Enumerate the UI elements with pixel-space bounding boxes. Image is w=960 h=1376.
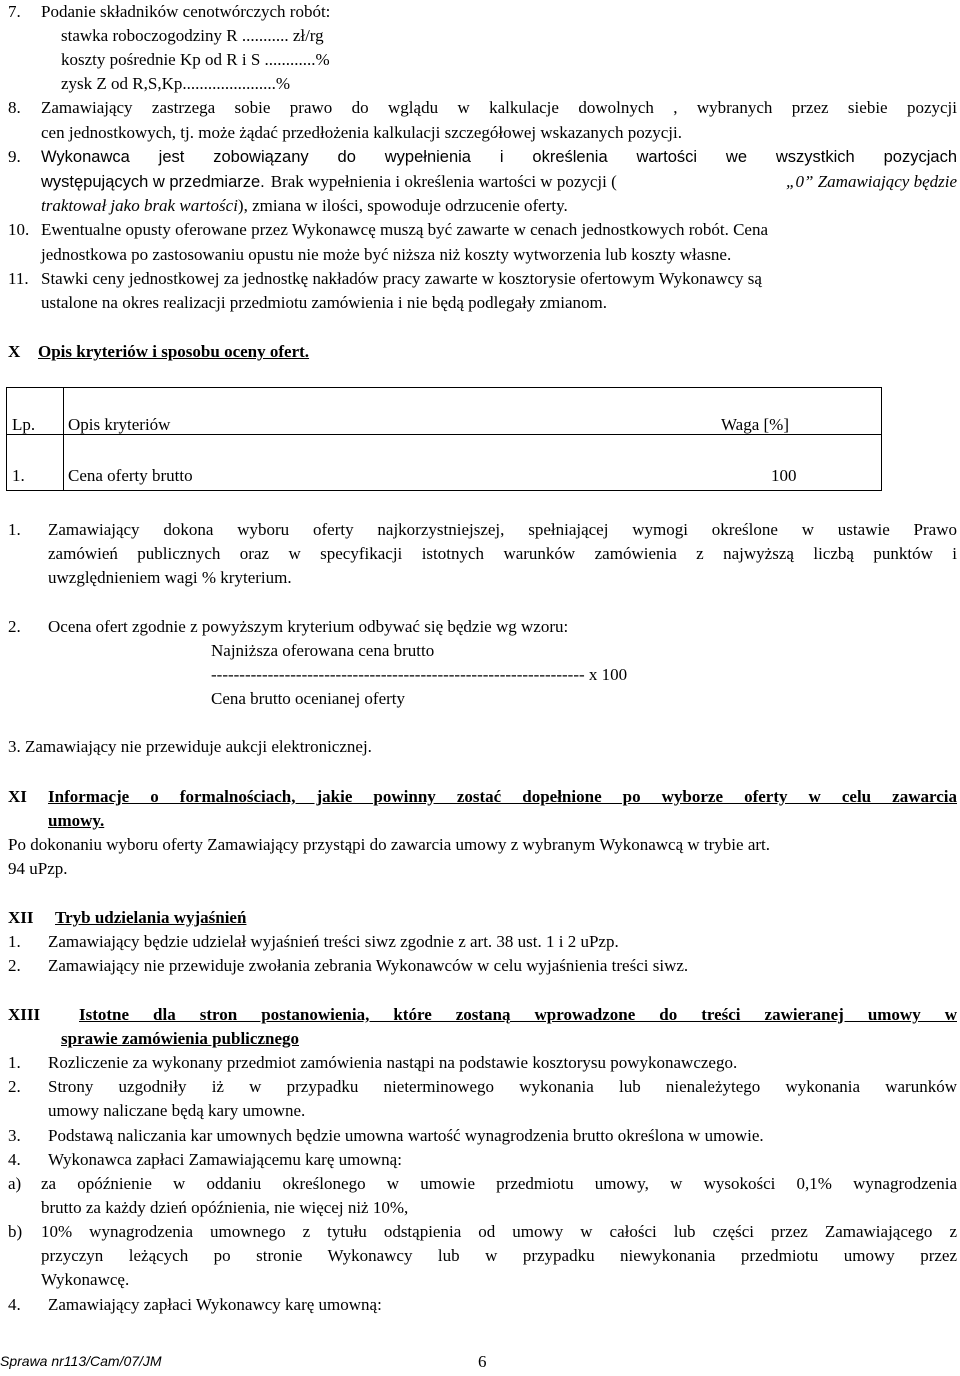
item-11-line-1: Stawki ceny jednostkowej za jednostkę nakładów pracy zawarte w kosztorysie ofertowym Wykonawcy są bbox=[41, 269, 762, 288]
section-xiii-item-4-number: 4. bbox=[8, 1150, 21, 1169]
footer-case-number: Sprawa nr113/Cam/07/JM bbox=[0, 1353, 162, 1369]
section-x-number: X bbox=[8, 342, 21, 361]
criteria-2-line-1: Ocena ofert zgodnie z powyższym kryterium odbywać się będzie wg wzoru: bbox=[48, 617, 569, 636]
item-9-line-1: Wykonawca jest zobowiązany do wypełnienia i określenia wartości we wszystkich pozycjach bbox=[41, 148, 957, 166]
section-xiii-item-1: Rozliczenie za wykonany przedmiot zamówienia nastąpi na podstawie kosztorysu powykonawczego. bbox=[48, 1053, 738, 1072]
formula-numerator: Najniższa oferowana cena brutto bbox=[211, 641, 435, 660]
section-xiii-item-3: Podstawą naliczania kar umownych będzie umowna wartość wynagrodzenia brutto określona w umowie. bbox=[48, 1126, 764, 1145]
item-8-number: 8. bbox=[8, 98, 21, 117]
section-xiii-item-b-line-2: przyczyn leżących po stronie Wykonawcy lub w przypadku niewykonania przedmiotu umowy przez bbox=[41, 1246, 957, 1265]
section-xiii-item-b-number: b) bbox=[8, 1222, 23, 1241]
formula-denominator: Cena brutto ocenianej oferty bbox=[211, 689, 406, 708]
section-xii-number: XII bbox=[8, 908, 34, 927]
item-9-number: 9. bbox=[8, 147, 21, 166]
table-cell-lp: 1. bbox=[12, 466, 25, 485]
section-xiii-item-a-line-1: za opóźnienie w oddaniu określonego w umowie przedmiotu umowy, w wysokości 0,1% wynagrodzenia bbox=[41, 1174, 957, 1193]
section-xiii-item-b-line-1: 10% wynagrodzenia umownego z tytułu odstąpienia od umowy w całości lub części przez Zamawiającego z bbox=[41, 1222, 957, 1241]
table-column-divider bbox=[63, 388, 64, 490]
criteria-3: 3. Zamawiający nie przewiduje aukcji elektronicznej. bbox=[8, 737, 372, 756]
section-xii-item-1-number: 1. bbox=[8, 932, 21, 951]
item-11-line-2: ustalone na okres realizacji przedmiotu zamówienia i nie będą podlegały zmianom. bbox=[41, 293, 607, 312]
section-x-title: Opis kryteriów i sposobu oceny ofert. bbox=[38, 342, 310, 361]
section-xiii-item-a-line-2: brutto za każdy dzień opóźnienia, nie więcej niż 10%, bbox=[41, 1198, 409, 1217]
criteria-1-line-1: Zamawiający dokona wyboru oferty najkorzystniejszej, spełniającej wymogi określone w ustawie Prawo bbox=[48, 520, 957, 539]
table-cell-weight: 100 bbox=[771, 466, 797, 485]
section-xiii-title-line-1: Istotne dla stron postanowienia, które zostaną wprowadzone do treści zawieranej umowy w bbox=[79, 1005, 957, 1024]
section-xiii-item-3-number: 3. bbox=[8, 1126, 21, 1145]
section-xii-title: Tryb udzielania wyjaśnień bbox=[55, 908, 247, 927]
item-9-line-3-b: ), zmiana w ilości, spowoduje odrzucenie oferty. bbox=[237, 196, 568, 215]
item-9-line-2-a: występujących w przedmiarze. bbox=[41, 173, 265, 191]
section-xiii-item-4b-number: 4. bbox=[8, 1295, 21, 1314]
table-header-criteria: Opis kryteriów bbox=[68, 415, 171, 434]
item-7-line-1: Podanie składników cenotwórczych robót: bbox=[41, 2, 331, 21]
criteria-1-number: 1. bbox=[8, 520, 21, 539]
formula-fraction-bar: ------------------------------------------------------------------ x 100 bbox=[211, 665, 628, 684]
table-header-weight: Waga [%] bbox=[721, 415, 790, 434]
item-7-line-2: stawka roboczogodziny R ........... zł/rg bbox=[61, 26, 324, 45]
criteria-1-line-2: zamówień publicznych oraz w specyfikacji istotnych warunków zamówienia z najwyższą liczbą punktów i bbox=[48, 544, 957, 563]
item-7-number: 7. bbox=[8, 2, 21, 21]
section-xiii-title-line-2: sprawie zamówienia publicznego bbox=[61, 1029, 299, 1048]
table-cell-criteria: Cena oferty brutto bbox=[68, 466, 193, 485]
section-xiii-item-2-number: 2. bbox=[8, 1077, 21, 1096]
section-xi-title-line-1: Informacje o formalnościach, jakie powinny zostać dopełnione po wyborze oferty w celu zawarcia bbox=[48, 787, 957, 806]
section-xiii-item-4b: Zamawiający zapłaci Wykonawcy karę umowną: bbox=[48, 1295, 382, 1314]
item-8-line-2: cen jednostkowych, tj. może żądać przedłożenia kalkulacji szczegółowej wskazanych pozycji. bbox=[41, 123, 683, 142]
item-7-line-3: koszty pośrednie Kp od R i S ............% bbox=[61, 50, 330, 69]
item-9-line-2-b: Brak wypełnienia i określenia wartości w pozycji ( bbox=[270, 172, 617, 191]
section-xiii-item-b-line-3: Wykonawcę. bbox=[41, 1270, 130, 1289]
item-11-number: 11. bbox=[8, 269, 29, 288]
section-xiii-item-2-line-2: umowy naliczane będą kary umowne. bbox=[48, 1101, 306, 1120]
section-xiii-item-a-number: a) bbox=[8, 1174, 22, 1193]
page-number: 6 bbox=[478, 1352, 487, 1371]
item-9-line-2-c: „0” Zamawiający będzie bbox=[786, 172, 957, 191]
section-xiii-item-1-number: 1. bbox=[8, 1053, 21, 1072]
section-xiii-item-2-line-1: Strony uzgodniły iż w przypadku nieterminowego wykonania lub nienależytego wykonania warunków bbox=[48, 1077, 957, 1096]
item-8-line-1: Zamawiający zastrzega sobie prawo do wglądu w kalkulacje dowolnych , wybranych przez siebie pozycji bbox=[41, 98, 957, 117]
item-9-line-3-a: traktował jako brak wartości bbox=[41, 196, 238, 215]
section-xi-number: XI bbox=[8, 787, 27, 806]
item-10-number: 10. bbox=[8, 220, 30, 239]
criteria-2-number: 2. bbox=[8, 617, 21, 636]
section-xiii-item-4: Wykonawca zapłaci Zamawiającemu karę umowną: bbox=[48, 1150, 402, 1169]
section-xii-item-2-number: 2. bbox=[8, 956, 21, 975]
section-xi-title-line-2: umowy. bbox=[48, 811, 105, 830]
item-9-line-3 bbox=[41, 194, 568, 218]
item-7-line-4: zysk Z od R,S,Kp......................% bbox=[61, 74, 291, 93]
section-xii-item-2: Zamawiający nie przewiduje zwołania zebrania Wykonawców w celu wyjaśnienia treści siwz. bbox=[48, 956, 689, 975]
section-xi-body-line-2: 94 uPzp. bbox=[8, 859, 68, 878]
section-xii-item-1: Zamawiający będzie udzielał wyjaśnień treści siwz zgodnie z art. 38 ust. 1 i 2 uPzp. bbox=[48, 932, 619, 951]
item-9-line-2 bbox=[41, 170, 957, 194]
section-xiii-number: XIII bbox=[8, 1005, 41, 1024]
item-10-line-2: jednostkowa po zastosowaniu opustu nie może być niższa niż koszty wytworzenia lub koszty własne. bbox=[41, 245, 732, 264]
item-10-line-1: Ewentualne opusty oferowane przez Wykonawcę muszą być zawarte w cenach jednostkowych robót. Cena bbox=[41, 220, 769, 239]
table-header-lp: Lp. bbox=[12, 415, 36, 434]
criteria-1-line-3: uwzględnieniem wagi % kryterium. bbox=[48, 568, 292, 587]
section-xi-body-line-1: Po dokonaniu wyboru oferty Zamawiający przystąpi do zawarcia umowy z wybranym Wykonawcą w trybie art. bbox=[8, 835, 771, 854]
